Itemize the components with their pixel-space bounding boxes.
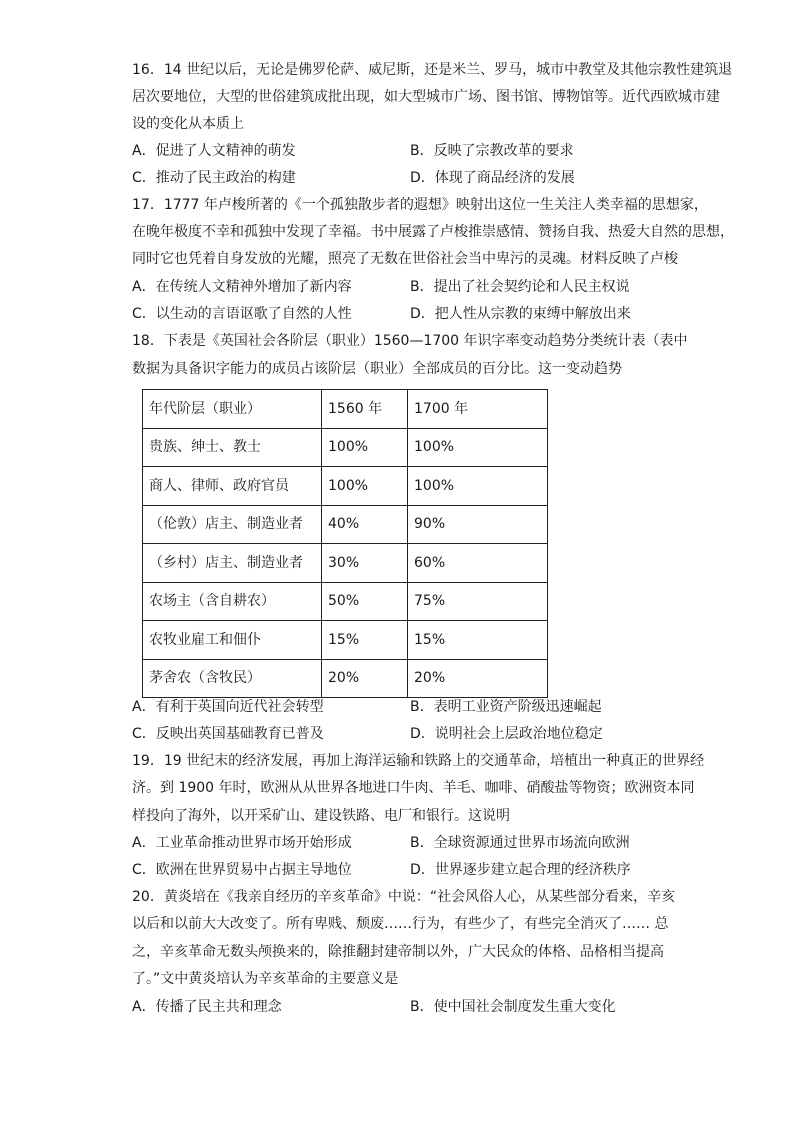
- table-cell: 30%: [322, 544, 408, 583]
- table-row: [143, 544, 548, 583]
- option-a[interactable]: A．有利于英国向近代社会转型: [132, 699, 324, 715]
- table-header-row: [143, 390, 548, 429]
- question-text-line: 18．下表是《英国社会各阶层（职业）1560—1700 年识字率变动趋势分类统计表（表中: [132, 333, 688, 349]
- table-row: [143, 582, 548, 621]
- option-c[interactable]: C．推动了民主政治的构建: [132, 170, 296, 186]
- question-text-line: 以后和以前大大改变了。所有卑贱、颓废……行为，有些少了，有些完全消灭了…… 总: [132, 916, 669, 932]
- table-row: [143, 659, 548, 698]
- table-cell: 100%: [408, 428, 548, 467]
- table-header-cell: 1700 年: [408, 390, 548, 429]
- table-cell: 100%: [322, 467, 408, 506]
- option-c[interactable]: C．以生动的言语讴歌了自然的人性: [132, 306, 352, 322]
- table-cell: 60%: [408, 544, 548, 583]
- question-text-line: 居次要地位，大型的世俗建筑成批出现，如大型城市广场、图书馆、博物馆等。近代西欧城市建: [132, 89, 720, 105]
- option-b[interactable]: B．表明工业资产阶级迅速崛起: [410, 699, 602, 715]
- table-cell: （乡村）店主、制造业者: [143, 544, 322, 583]
- question-text-line: 20．黄炎培在《我亲自经历的辛亥革命》中说：“社会风俗人心，从某些部分看来，辛亥: [132, 889, 676, 905]
- option-b[interactable]: B．提出了社会契约论和人民主权说: [410, 279, 630, 295]
- table-cell: 50%: [322, 582, 408, 621]
- option-a[interactable]: A．传播了民主共和理念: [132, 999, 282, 1015]
- literacy-table: [142, 389, 548, 698]
- option-d[interactable]: D．把人性从宗教的束缚中解放出来: [410, 306, 631, 322]
- question-text-line: 17．1777 年卢梭所著的《一个孤独散步者的遐想》映射出这位一生关注人类幸福的思想家，: [132, 197, 708, 213]
- option-d[interactable]: D．说明社会上层政治地位稳定: [410, 726, 603, 742]
- table-cell: 20%: [408, 659, 548, 698]
- option-b[interactable]: B．使中国社会制度发生重大变化: [410, 999, 616, 1015]
- option-d[interactable]: D．世界逐步建立起合理的经济秩序: [410, 862, 631, 878]
- option-a[interactable]: A．工业革命推动世界市场开始形成: [132, 835, 352, 851]
- question-text-line: 样投向了海外，以开采矿山、建设铁路、电厂和银行。这说明: [132, 808, 510, 824]
- option-a[interactable]: A．促进了人文精神的萌发: [132, 143, 296, 159]
- table-cell: 商人、律师、政府官员: [143, 467, 322, 506]
- question-text-line: 在晚年极度不幸和孤独中发现了幸福。书中展露了卢梭推崇感情、赞扬自我、热爱大自然的思想，: [132, 224, 734, 240]
- table-cell: 100%: [408, 467, 548, 506]
- table-cell: 40%: [322, 505, 408, 544]
- question-text-line: 16．14 世纪以后，无论是佛罗伦萨、威尼斯，还是米兰、罗马，城市中教堂及其他宗教性建筑退: [132, 62, 733, 78]
- question-text-line: 19．19 世纪末的经济发展，再加上海洋运输和铁路上的交通革命，培植出一种真正的世界经: [132, 753, 705, 769]
- question-text-line: 同时它也凭着自身发放的光耀，照亮了无数在世俗社会当中卑污的灵魂。材料反映了卢梭: [132, 251, 678, 267]
- table-cell: 100%: [322, 428, 408, 467]
- question-text-line: 了。”文中黄炎培认为辛亥革命的主要意义是: [132, 971, 399, 987]
- table-header-cell: 1560 年: [322, 390, 408, 429]
- table-cell: 农场主（含自耕农）: [143, 582, 322, 621]
- table-row: [143, 505, 548, 544]
- table-header-cell: 年代阶层（职业）: [143, 390, 322, 429]
- table-cell: 90%: [408, 505, 548, 544]
- table-cell: 75%: [408, 582, 548, 621]
- question-text-line: 济。到 1900 年时，欧洲从从世界各地进口牛肉、羊毛、咖啡、硝酸盐等物资；欧洲资本同: [132, 780, 695, 796]
- table-row: [143, 428, 548, 467]
- table-cell: 15%: [322, 621, 408, 660]
- table-cell: 贵族、绅士、教士: [143, 428, 322, 467]
- table-cell: 15%: [408, 621, 548, 660]
- table-row: [143, 621, 548, 660]
- option-d[interactable]: D．体现了商品经济的发展: [410, 170, 575, 186]
- table-cell: （伦敦）店主、制造业者: [143, 505, 322, 544]
- question-text-line: 数据为具备识字能力的成员占该阶层（职业）全部成员的百分比。这一变动趋势: [132, 361, 622, 377]
- question-text-line: 之，辛亥革命无数头颅换来的，除推翻封建帝制以外，广大民众的体格、品格相当提高: [132, 944, 664, 960]
- table-cell: 20%: [322, 659, 408, 698]
- option-c[interactable]: C．反映出英国基础教育已普及: [132, 726, 324, 742]
- table-row: [143, 467, 548, 506]
- option-b[interactable]: B．反映了宗教改革的要求: [410, 143, 574, 159]
- question-text-line: 设的变化从本质上: [132, 116, 244, 132]
- table-cell: 农牧业雇工和佃仆: [143, 621, 322, 660]
- option-c[interactable]: C．欧洲在世界贸易中占据主导地位: [132, 862, 352, 878]
- option-a[interactable]: A．在传统人文精神外增加了新内容: [132, 279, 352, 295]
- table-cell: 茅舍农（含牧民）: [143, 659, 322, 698]
- option-b[interactable]: B．全球资源通过世界市场流向欧洲: [410, 835, 630, 851]
